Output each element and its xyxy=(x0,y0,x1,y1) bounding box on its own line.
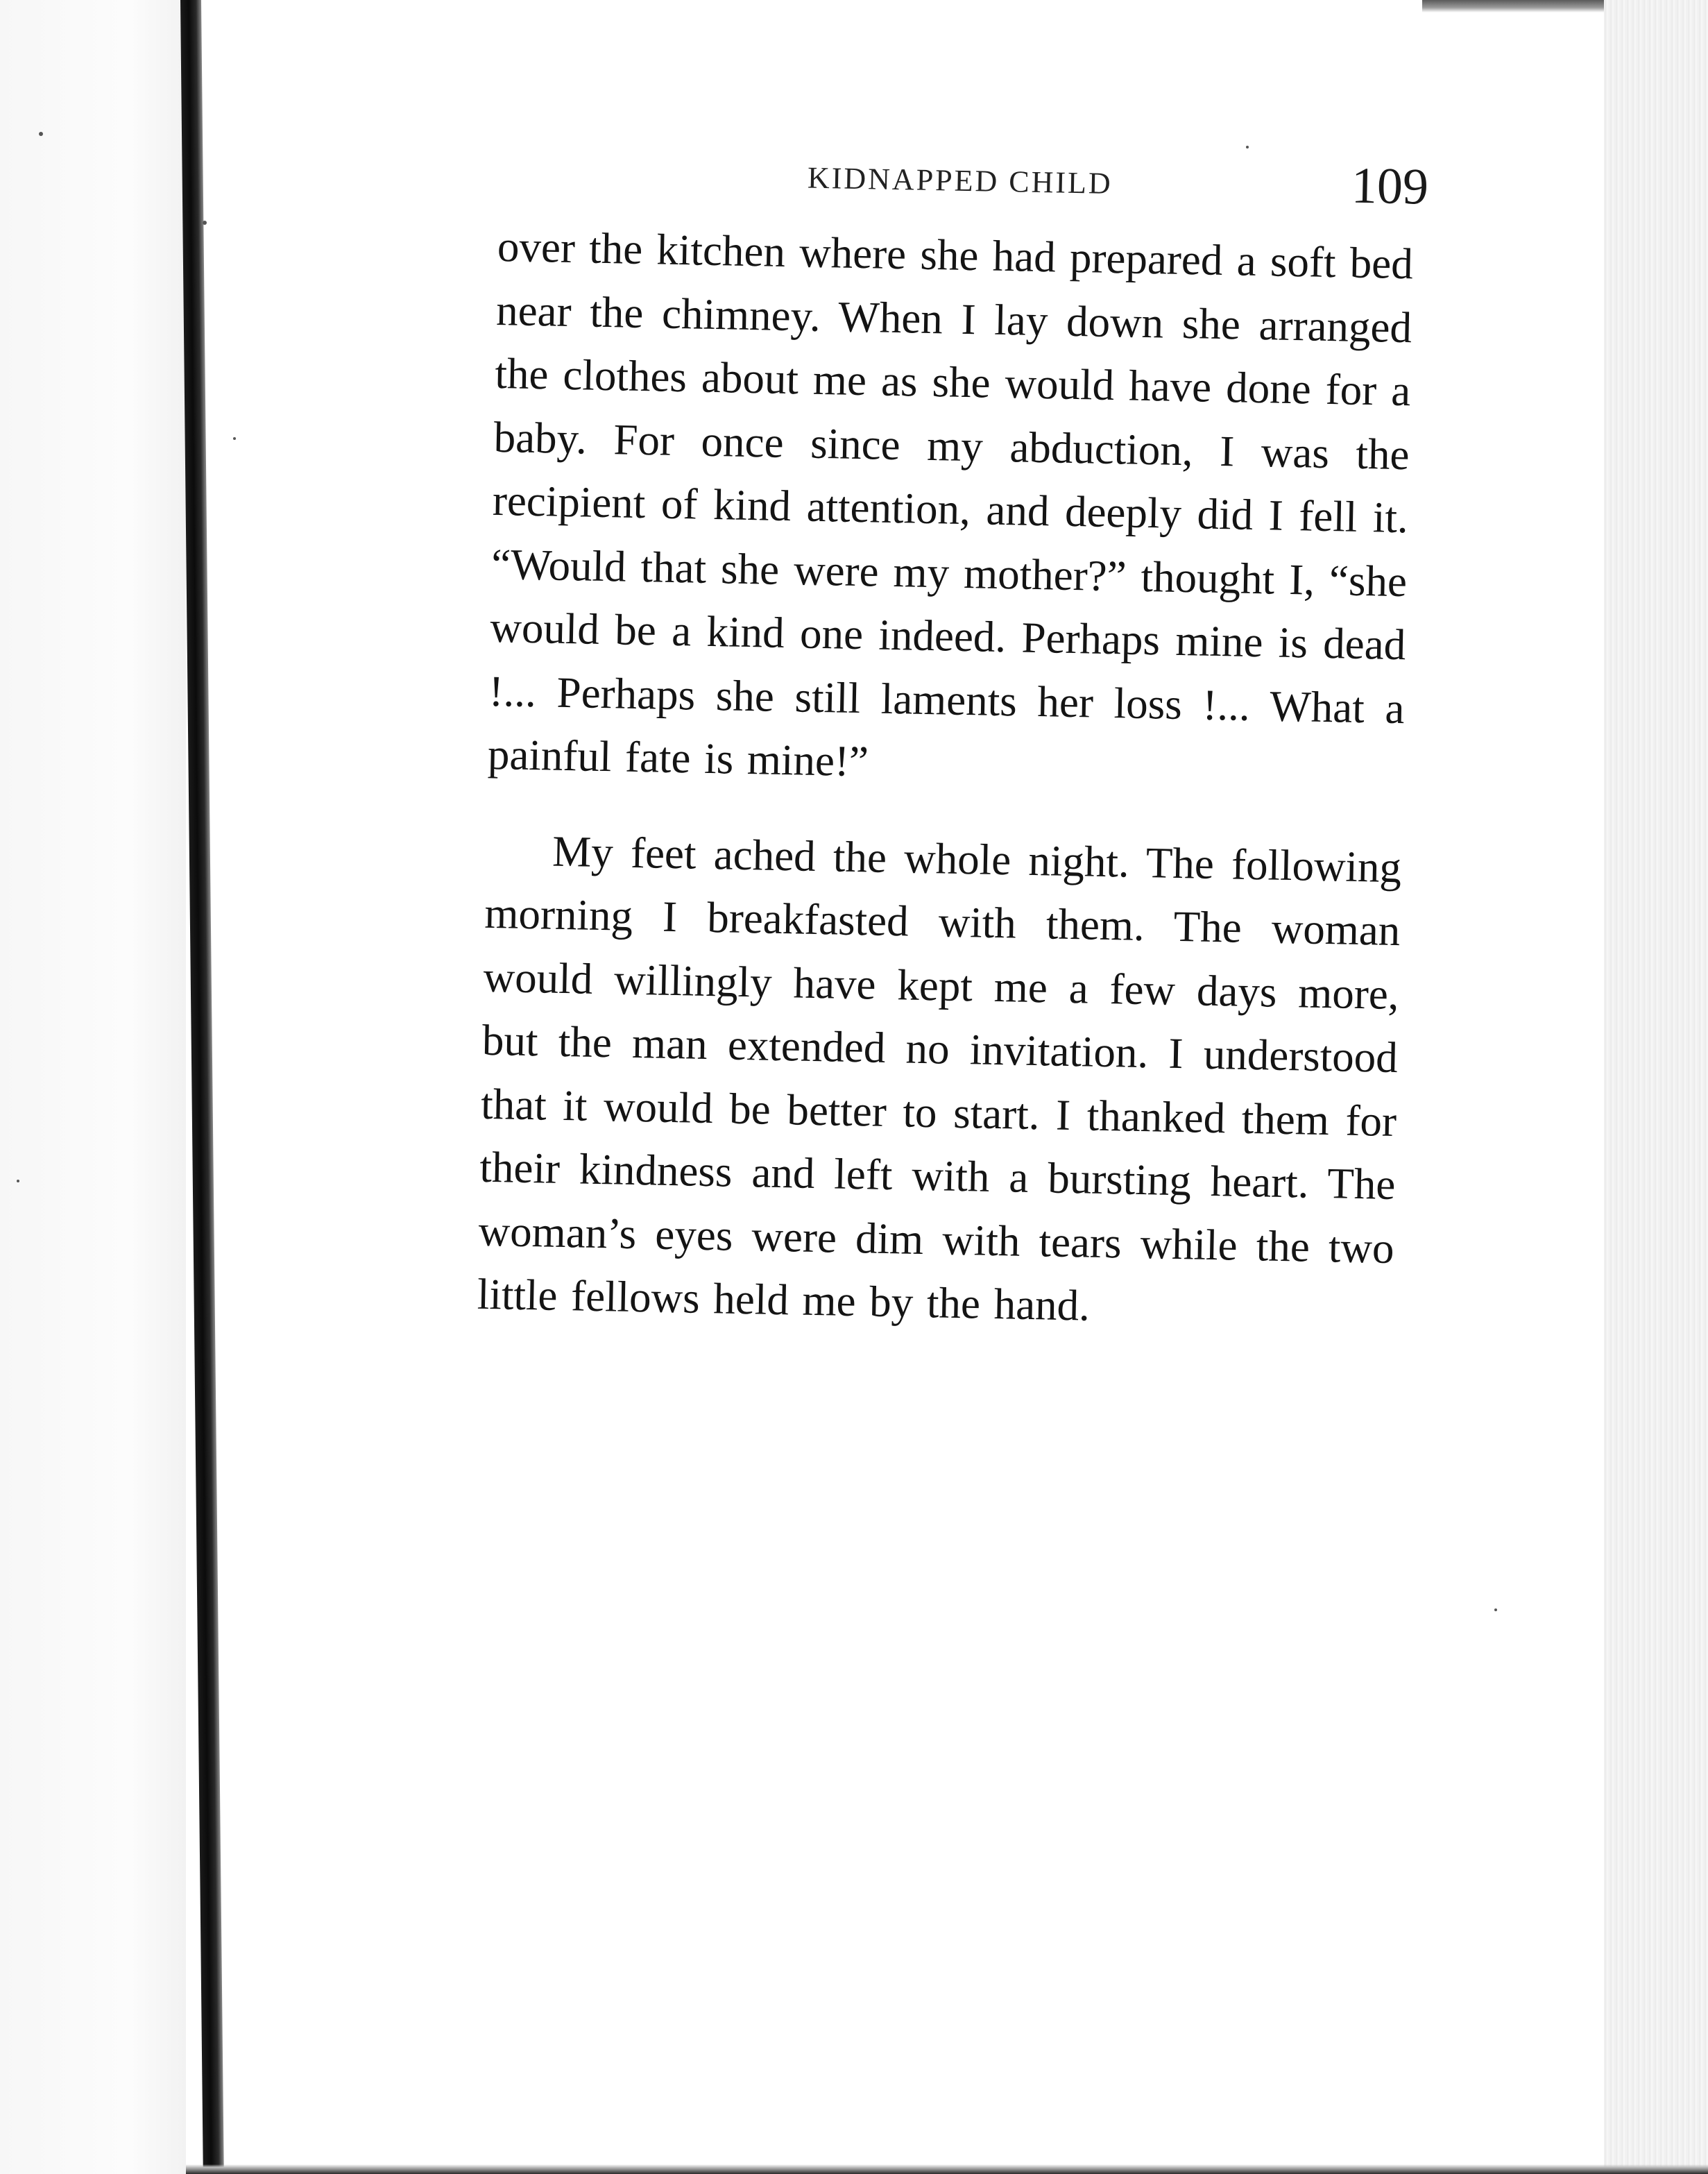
book-gutter xyxy=(180,0,224,2174)
facing-page-edge xyxy=(0,0,186,2174)
dust-speck xyxy=(17,1180,19,1182)
dust-speck xyxy=(203,221,207,225)
page-text-block xyxy=(477,139,1450,1344)
page-number: 109 xyxy=(1351,157,1429,216)
page-stack-edge xyxy=(1604,0,1708,2174)
body-paragraph: over the kitchen where she had prepared a soft bed near the chimney. When I lay down she arranged the clothes about me as she would have done for a baby. For once since my abduction, I was the recipient of kind attention, and deeply did I fell it. “Would that she were my mother?” thought I, “she would be a kind one indeed. Perhaps mine is dead !... Perhaps she still laments her loss !... What a painful fate is mine!” xyxy=(487,221,1414,786)
running-title: KIDNAPPED CHILD xyxy=(807,160,1113,201)
dust-speck xyxy=(1246,146,1249,148)
dust-speck xyxy=(1494,1608,1497,1611)
dust-speck xyxy=(39,132,43,136)
page-bottom-shadow xyxy=(186,2164,1708,2174)
body-paragraph: My feet ached the whole night. The following morning I breakfasted with them. The woman would willingly have kept me a few days more, but the man extended no invitation. I understood that it would be better to start. I thanked them for their kindness and left with a bursting heart. The woman’s eyes were dim with tears while the two little fellows held me by the hand. xyxy=(477,826,1402,1330)
dust-speck xyxy=(233,437,236,440)
